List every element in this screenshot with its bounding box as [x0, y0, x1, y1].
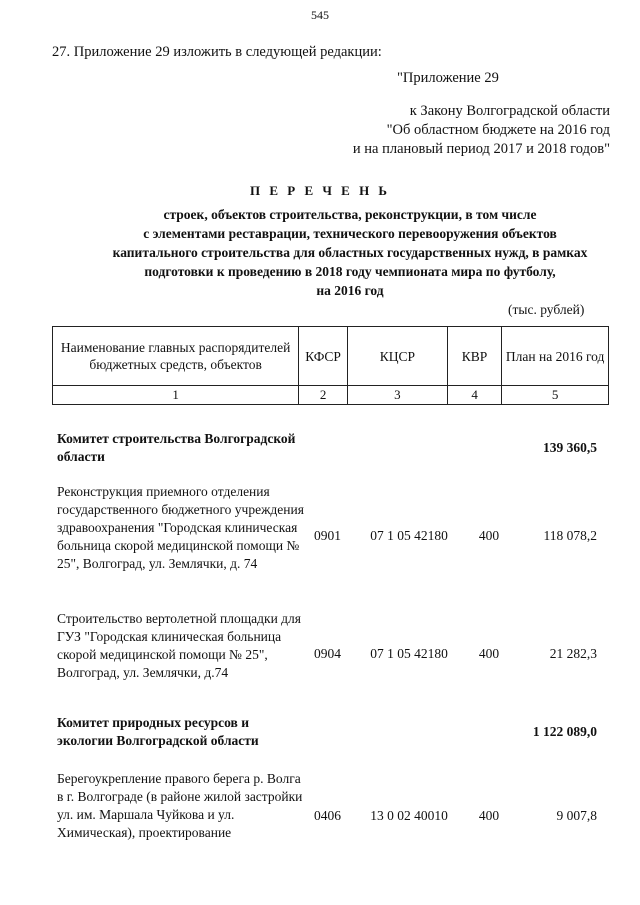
header-kvr: КВР [447, 327, 501, 386]
document-subtitle [40, 205, 640, 300]
units-label: (тыс. рублей) [508, 302, 585, 317]
appendix-title: "Приложение 29 [397, 70, 499, 86]
header-kcsr: КЦСР [347, 327, 447, 386]
row-kfsr: 0901 [314, 528, 341, 543]
row-kvr: 400 [478, 528, 500, 543]
document-heading: П Е Р Е Ч Е Н Ь [249, 183, 391, 198]
intro-text: 27. Приложение 29 изложить в следующей редакции: [52, 44, 382, 60]
appendix-subtitle [300, 102, 610, 159]
subtitle-line: подготовки к проведению в 2018 году чемпионата мира по футболу, [144, 264, 556, 279]
row-kvr: 400 [478, 646, 500, 661]
table-header [52, 326, 609, 405]
subtitle-line: на 2016 год [316, 283, 384, 298]
column-number: 2 [299, 386, 348, 405]
row-name: Комитет природных ресурсов и экологии Волгоградской области [57, 715, 259, 748]
row-kcsr: 07 1 05 42180 [370, 646, 448, 661]
row-name: Берегоукрепление правого берега р. Волга в г. Волгограде (в районе жилой застройки ул. им. Маршала Чуйкова и ул. Химическая), проектирование [57, 771, 303, 840]
row-kvr: 400 [478, 808, 500, 823]
subtitle-line: с элементами реставрации, технического перевооружения объектов [143, 226, 557, 241]
header-kfsr: КФСР [299, 327, 348, 386]
header-plan: План на 2016 год [502, 327, 609, 386]
row-name: Реконструкция приемного отделения государственного бюджетного учреждения здравоохранения "Городская клиническая больница скорой медицинской помощи № 25", Волгоград, ул. Землячки, д. 74 [57, 484, 304, 571]
column-number: 3 [347, 386, 447, 405]
row-kfsr: 0904 [314, 646, 341, 661]
row-name: Строительство вертолетной площадки для ГУЗ "Городская клиническая больница скорой медицинской помощи № 25", Волгоград, ул. Землячки, д.74 [57, 611, 301, 680]
column-number: 4 [447, 386, 501, 405]
row-kcsr: 13 0 02 40010 [370, 808, 448, 823]
column-number: 5 [502, 386, 609, 405]
page-number: 545 [311, 8, 329, 22]
row-sum: 9 007,8 [556, 808, 597, 823]
header-name: Наименование главных распорядителей бюджетных средств, объектов [53, 327, 299, 386]
row-sum: 139 360,5 [543, 440, 597, 455]
appendix-line: к Закону Волгоградской области [409, 103, 610, 119]
row-sum: 1 122 089,0 [532, 724, 597, 739]
row-sum: 118 078,2 [543, 528, 597, 543]
row-kcsr: 07 1 05 42180 [370, 528, 448, 543]
appendix-line: "Об областном бюджете на 2016 год [386, 122, 610, 138]
row-name: Комитет строительства Волгоградской области [57, 431, 296, 464]
row-kfsr: 0406 [314, 808, 341, 823]
row-sum: 21 282,3 [549, 646, 597, 661]
subtitle-line: строек, объектов строительства, реконструкции, в том числе [163, 207, 537, 222]
column-number: 1 [53, 386, 299, 405]
subtitle-line: капитального строительства для областных государственных нужд, в рамках [112, 245, 588, 260]
appendix-line: и на плановый период 2017 и 2018 годов" [352, 141, 610, 157]
